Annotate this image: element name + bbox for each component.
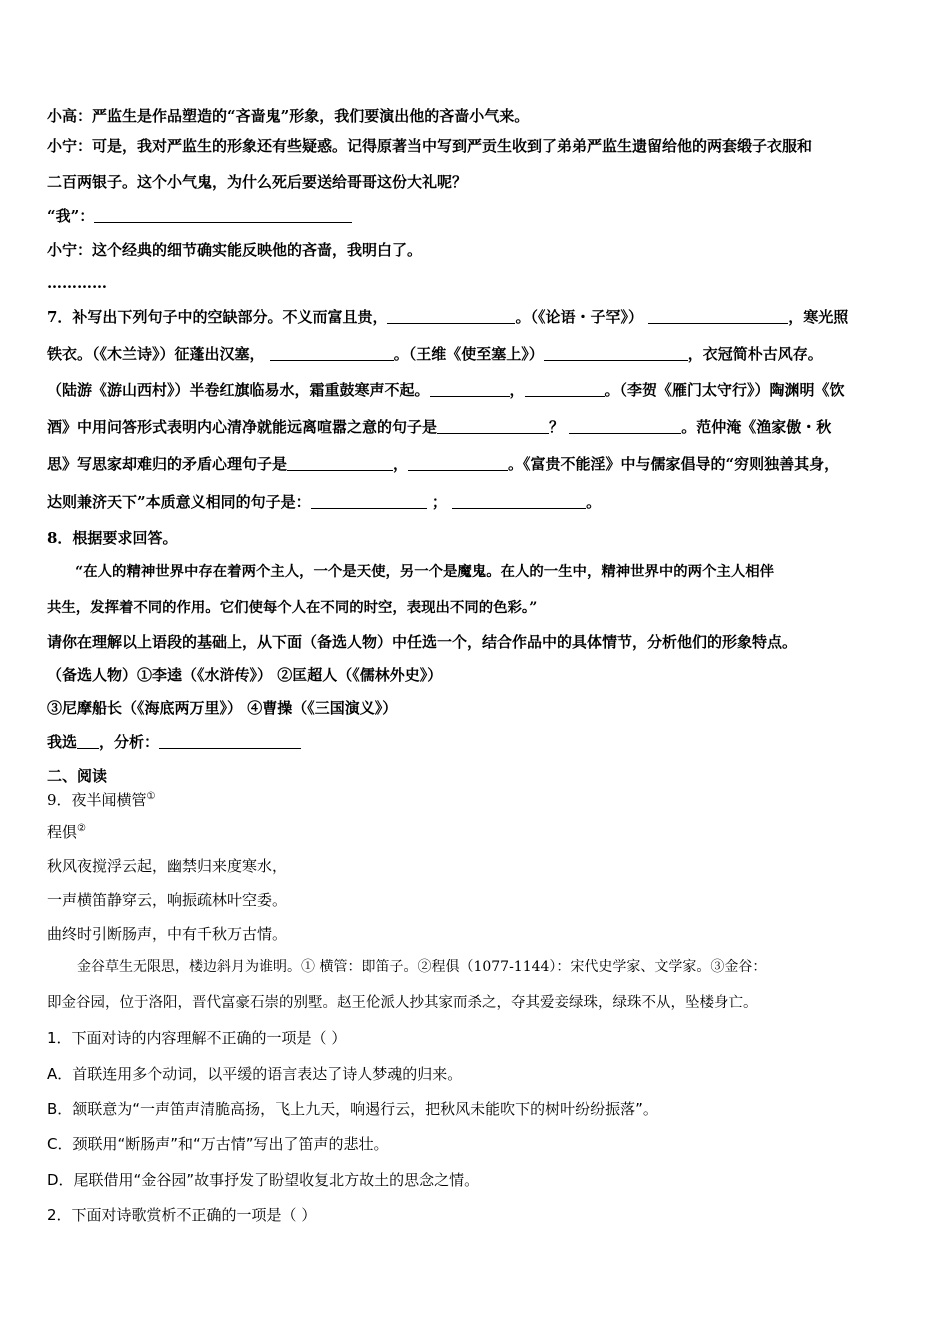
q7-line-3 bbox=[47, 380, 845, 400]
q7-line-2 bbox=[47, 344, 823, 364]
q7-text: 7．补写出下列句子中的空缺部分。不义而富且贵， bbox=[47, 308, 388, 326]
q8-options-2: ③尼摩船长（《海底两万里》） ④曹操（《三国演义》） bbox=[47, 699, 398, 717]
q9-note-2: 即金谷园，位于洛阳，晋代富豪石崇的别墅。赵王伦派人抄其家而杀之，夺其爱妾绿珠，绿珠不从，坠楼身亡。 bbox=[47, 995, 758, 1011]
q9-author-text: 程俱 bbox=[47, 823, 78, 841]
q7-text: 。《富贵不能淫》中与儒家倡导的“穷则独善其身， bbox=[508, 455, 840, 473]
q7-text: 。（《论语・子罕》） bbox=[515, 308, 643, 326]
wo-answer-blank[interactable] bbox=[94, 208, 352, 223]
q7-text: 铁衣。（《木兰诗》）征蓬出汉塞， bbox=[47, 345, 265, 363]
q7-blank-3[interactable] bbox=[270, 346, 394, 361]
q8-prompt: 请你在理解以上语段的基础上，从下面（备选人物）中任选一个，结合作品中的具体情节，分析他们的形象特点。 bbox=[47, 633, 798, 651]
q8-quote-1: “在人的精神世界中存在着两个主人，一个是天使，另一个是魔鬼。在人的一生中，精神世界中的两个主人相伴 bbox=[75, 563, 775, 580]
q8-text: 我选 bbox=[47, 733, 78, 751]
q9-sub1-option-c[interactable]: C．颈联用“断肠声”和“万古情”写出了笛声的悲壮。 bbox=[47, 1135, 389, 1153]
wo-label: “我”： bbox=[47, 207, 95, 225]
q7-text: ，衣冠简朴古风存。 bbox=[687, 345, 823, 363]
dialogue-xiaogao: 小高：严监生是作品塑造的“吝啬鬼”形象，我们要演出他的吝啬小气来。 bbox=[47, 107, 530, 125]
dialogue-ellipsis: ………… bbox=[47, 274, 107, 292]
q8-title: 8．根据要求回答。 bbox=[47, 529, 178, 547]
q8-choice-blank[interactable] bbox=[77, 734, 99, 749]
q7-line-4 bbox=[47, 417, 831, 437]
q7-text: （陆游《游山西村》）半卷红旗临易水，霜重鼓寒声不起。 bbox=[47, 381, 430, 399]
q8-quote-2: 共生，发挥着不同的作用。它们使每个人在不同的时空，表现出不同的色彩。” bbox=[47, 599, 538, 616]
q7-blank-10[interactable] bbox=[408, 456, 508, 471]
section-heading-reading: 二、阅读 bbox=[47, 767, 108, 785]
q7-text: 。范仲淹《渔家傲・秋 bbox=[681, 418, 832, 436]
q7-text: 酒》中用问答形式表明内心清净就能远离喧嚣之意的句子是 bbox=[47, 418, 438, 436]
q9-poem-line: 一声横笛静穿云，响振疏林叶空委。 bbox=[47, 891, 288, 909]
q7-text: ，寒光照 bbox=[788, 308, 849, 326]
q7-text: ； bbox=[431, 493, 447, 511]
q9-title-footnote-mark: ① bbox=[146, 791, 156, 802]
q9-sub2-question: 2．下面对诗歌赏析不正确的一项是（ ） bbox=[47, 1206, 317, 1224]
q7-blank-11[interactable] bbox=[311, 494, 427, 509]
q7-blank-2[interactable] bbox=[648, 309, 788, 324]
q8-text: ，分析： bbox=[99, 733, 160, 751]
dialogue-xiaoning-1a: 小宁：可是，我对严监生的形象还有些疑惑。记得原著当中写到严贡生收到了弟弟严监生遗留给他的两套缎子衣服和 bbox=[47, 137, 813, 155]
q7-blank-7[interactable] bbox=[437, 419, 549, 434]
q7-text: 思》写思家却难归的矛盾心理句子是 bbox=[47, 455, 288, 473]
q7-blank-4[interactable] bbox=[544, 346, 688, 361]
q7-line-1 bbox=[47, 307, 848, 327]
q8-analysis-blank[interactable] bbox=[159, 734, 301, 749]
q7-line-6 bbox=[47, 492, 601, 512]
q9-sub1-question: 1．下面对诗的内容理解不正确的一项是（ ） bbox=[47, 1029, 347, 1047]
q7-blank-5[interactable] bbox=[430, 382, 510, 397]
q7-text: 。（李贺《雁门太守行》）陶渊明《饮 bbox=[604, 381, 845, 399]
dialogue-xiaoning-1b: 二百两银子。这个小气鬼，为什么死后要送给哥哥这份大礼呢？ bbox=[47, 173, 468, 191]
q8-options-1: （备选人物）①李逵（《水浒传》） ②匡超人（《儒林外史》） bbox=[47, 666, 443, 684]
q7-text: ， bbox=[509, 381, 525, 399]
q7-blank-12[interactable] bbox=[452, 494, 586, 509]
dialogue-xiaoning-2: 小宁：这个经典的细节确实能反映他的吝啬，我明白了。 bbox=[47, 241, 423, 259]
dialogue-wo bbox=[47, 206, 352, 226]
q7-blank-1[interactable] bbox=[387, 309, 515, 324]
q7-blank-6[interactable] bbox=[525, 382, 605, 397]
q9-author-footnote-mark: ② bbox=[77, 823, 86, 834]
q9-poem-line: 曲终时引断肠声，中有千秋万古情。 bbox=[47, 925, 288, 943]
q9-title-text: 9．夜半闻横管 bbox=[47, 791, 147, 809]
q7-text: 。（王维《使至塞上》） bbox=[393, 345, 544, 363]
q9-sub1-option-a[interactable]: A．首联连用多个动词，以平缓的语言表达了诗人梦魂的归来。 bbox=[47, 1065, 463, 1083]
q7-blank-8[interactable] bbox=[569, 419, 681, 434]
q9-sub1-option-b[interactable]: B．颔联意为“一声笛声清脆高扬，飞上九天，响遏行云，把秋风未能吹下的树叶纷纷振落”。 bbox=[47, 1100, 658, 1118]
q9-note-1: 金谷草生无限思，楼边斜月为谁明。① 横管：即笛子。②程俱（1077-1144）：宋代史学家、文学家。③金谷： bbox=[77, 959, 767, 975]
q7-line-5 bbox=[47, 454, 839, 474]
q8-answer-line bbox=[47, 732, 301, 752]
q7-blank-9[interactable] bbox=[287, 456, 393, 471]
q9-poem-line: 秋风夜搅浮云起，幽禁归来度寒水， bbox=[47, 857, 288, 875]
q9-sub1-option-d[interactable]: D．尾联借用“金谷园”故事抒发了盼望收复北方故土的思念之情。 bbox=[47, 1171, 480, 1189]
q7-text: 。 bbox=[586, 493, 602, 511]
q7-text: ？ bbox=[549, 418, 565, 436]
q7-text: 达则兼济天下”本质意义相同的句子是： bbox=[47, 493, 311, 511]
q7-text: ， bbox=[393, 455, 409, 473]
q9-title bbox=[47, 790, 156, 810]
q9-author bbox=[47, 822, 86, 842]
